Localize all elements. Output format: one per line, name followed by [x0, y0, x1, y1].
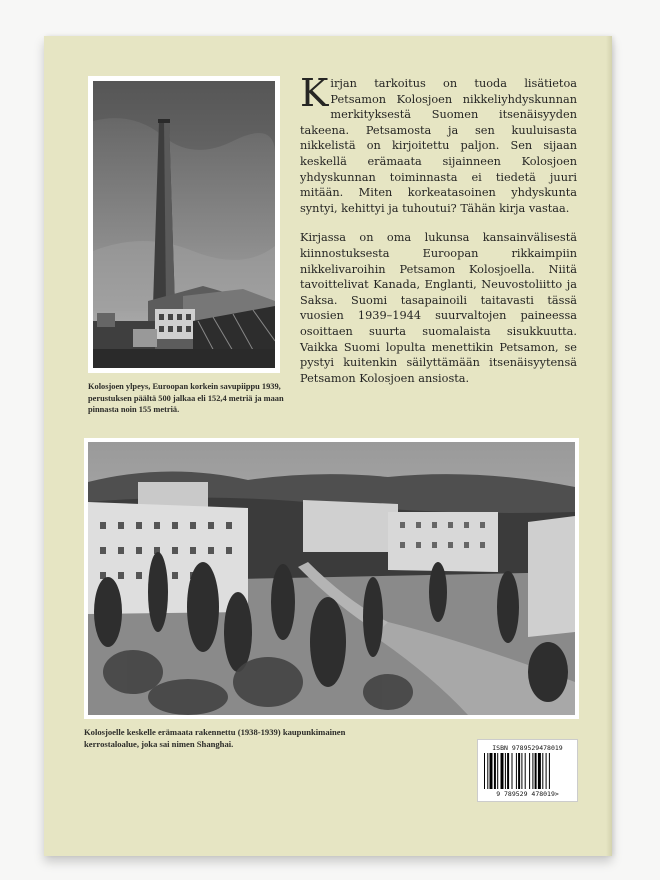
intro-paragraph [300, 71, 577, 216]
intro-paragraph-text: irjan tarkoitus on tuoda lisätietoa Petsamon Kolosjoen nikkeliyhdyskunnan merkityksestä Suomen itsenäisyyden takeena. Petsamosta ja sen kuuluisasta nikkelistä on kirjoitettu paljon. Sen sijaan keskellä erämaata sijainneen Kolosjoen yhdyskunnan toiminnasta ei tiedetä juuri mitään. Miten korkeatasoinen yhdyskunta syntyi, kehittyi ja tuhoutui? Tähän kirja vastaa. [300, 77, 577, 215]
apartment-area-photo [84, 438, 579, 719]
back-cover-blurb [300, 71, 577, 400]
isbn-digits: 9 789529 478019> [496, 790, 559, 798]
caption-line-2: kerrostaloalue, joka sai nimen Shanghai. [84, 739, 234, 749]
book-back-cover [44, 36, 612, 856]
chimney-photo-caption: Kolosjoen ylpeys, Euroopan korkein savupiippu 1939, perustuksen päältä 500 jalkaa eli 152,4 metriä ja maan pinnasta noin 155 metriä. [88, 382, 284, 414]
apartment-area-photo-caption [84, 726, 484, 750]
cover-edge [606, 36, 612, 856]
second-paragraph: Kirjassa on oma lukunsa kansainvälisestä kiinnostuksesta Euroopan rikkaimpiin nikkelivaroihin Petsamon Kolosjoella. Niitä tavoittelivat Kanada, Englanti, Neuvostoliitto ja Saksa. Suomi tasapainoili taitavasti tässä vuosien 1939–1944 suurvaltojen paineessa osoittaen suurta suomalaista sisukkuutta. Vaikka Suomi lopulta menettikin Petsamon, se pystyi kuitenkin säilyttämään itsenäisyytensä Petsamon Kolosjoen ansiosta. [300, 231, 577, 385]
barcode-bars-icon [484, 753, 571, 789]
drop-cap: K [300, 71, 329, 115]
isbn-barcode [477, 739, 578, 802]
caption-line-1: Kolosjoelle keskelle erämaata rakennettu (1938-1939) kaupunkimainen [84, 727, 346, 737]
isbn-label: ISBN 9789529478019 [492, 744, 563, 752]
chimney-photo [88, 76, 280, 373]
